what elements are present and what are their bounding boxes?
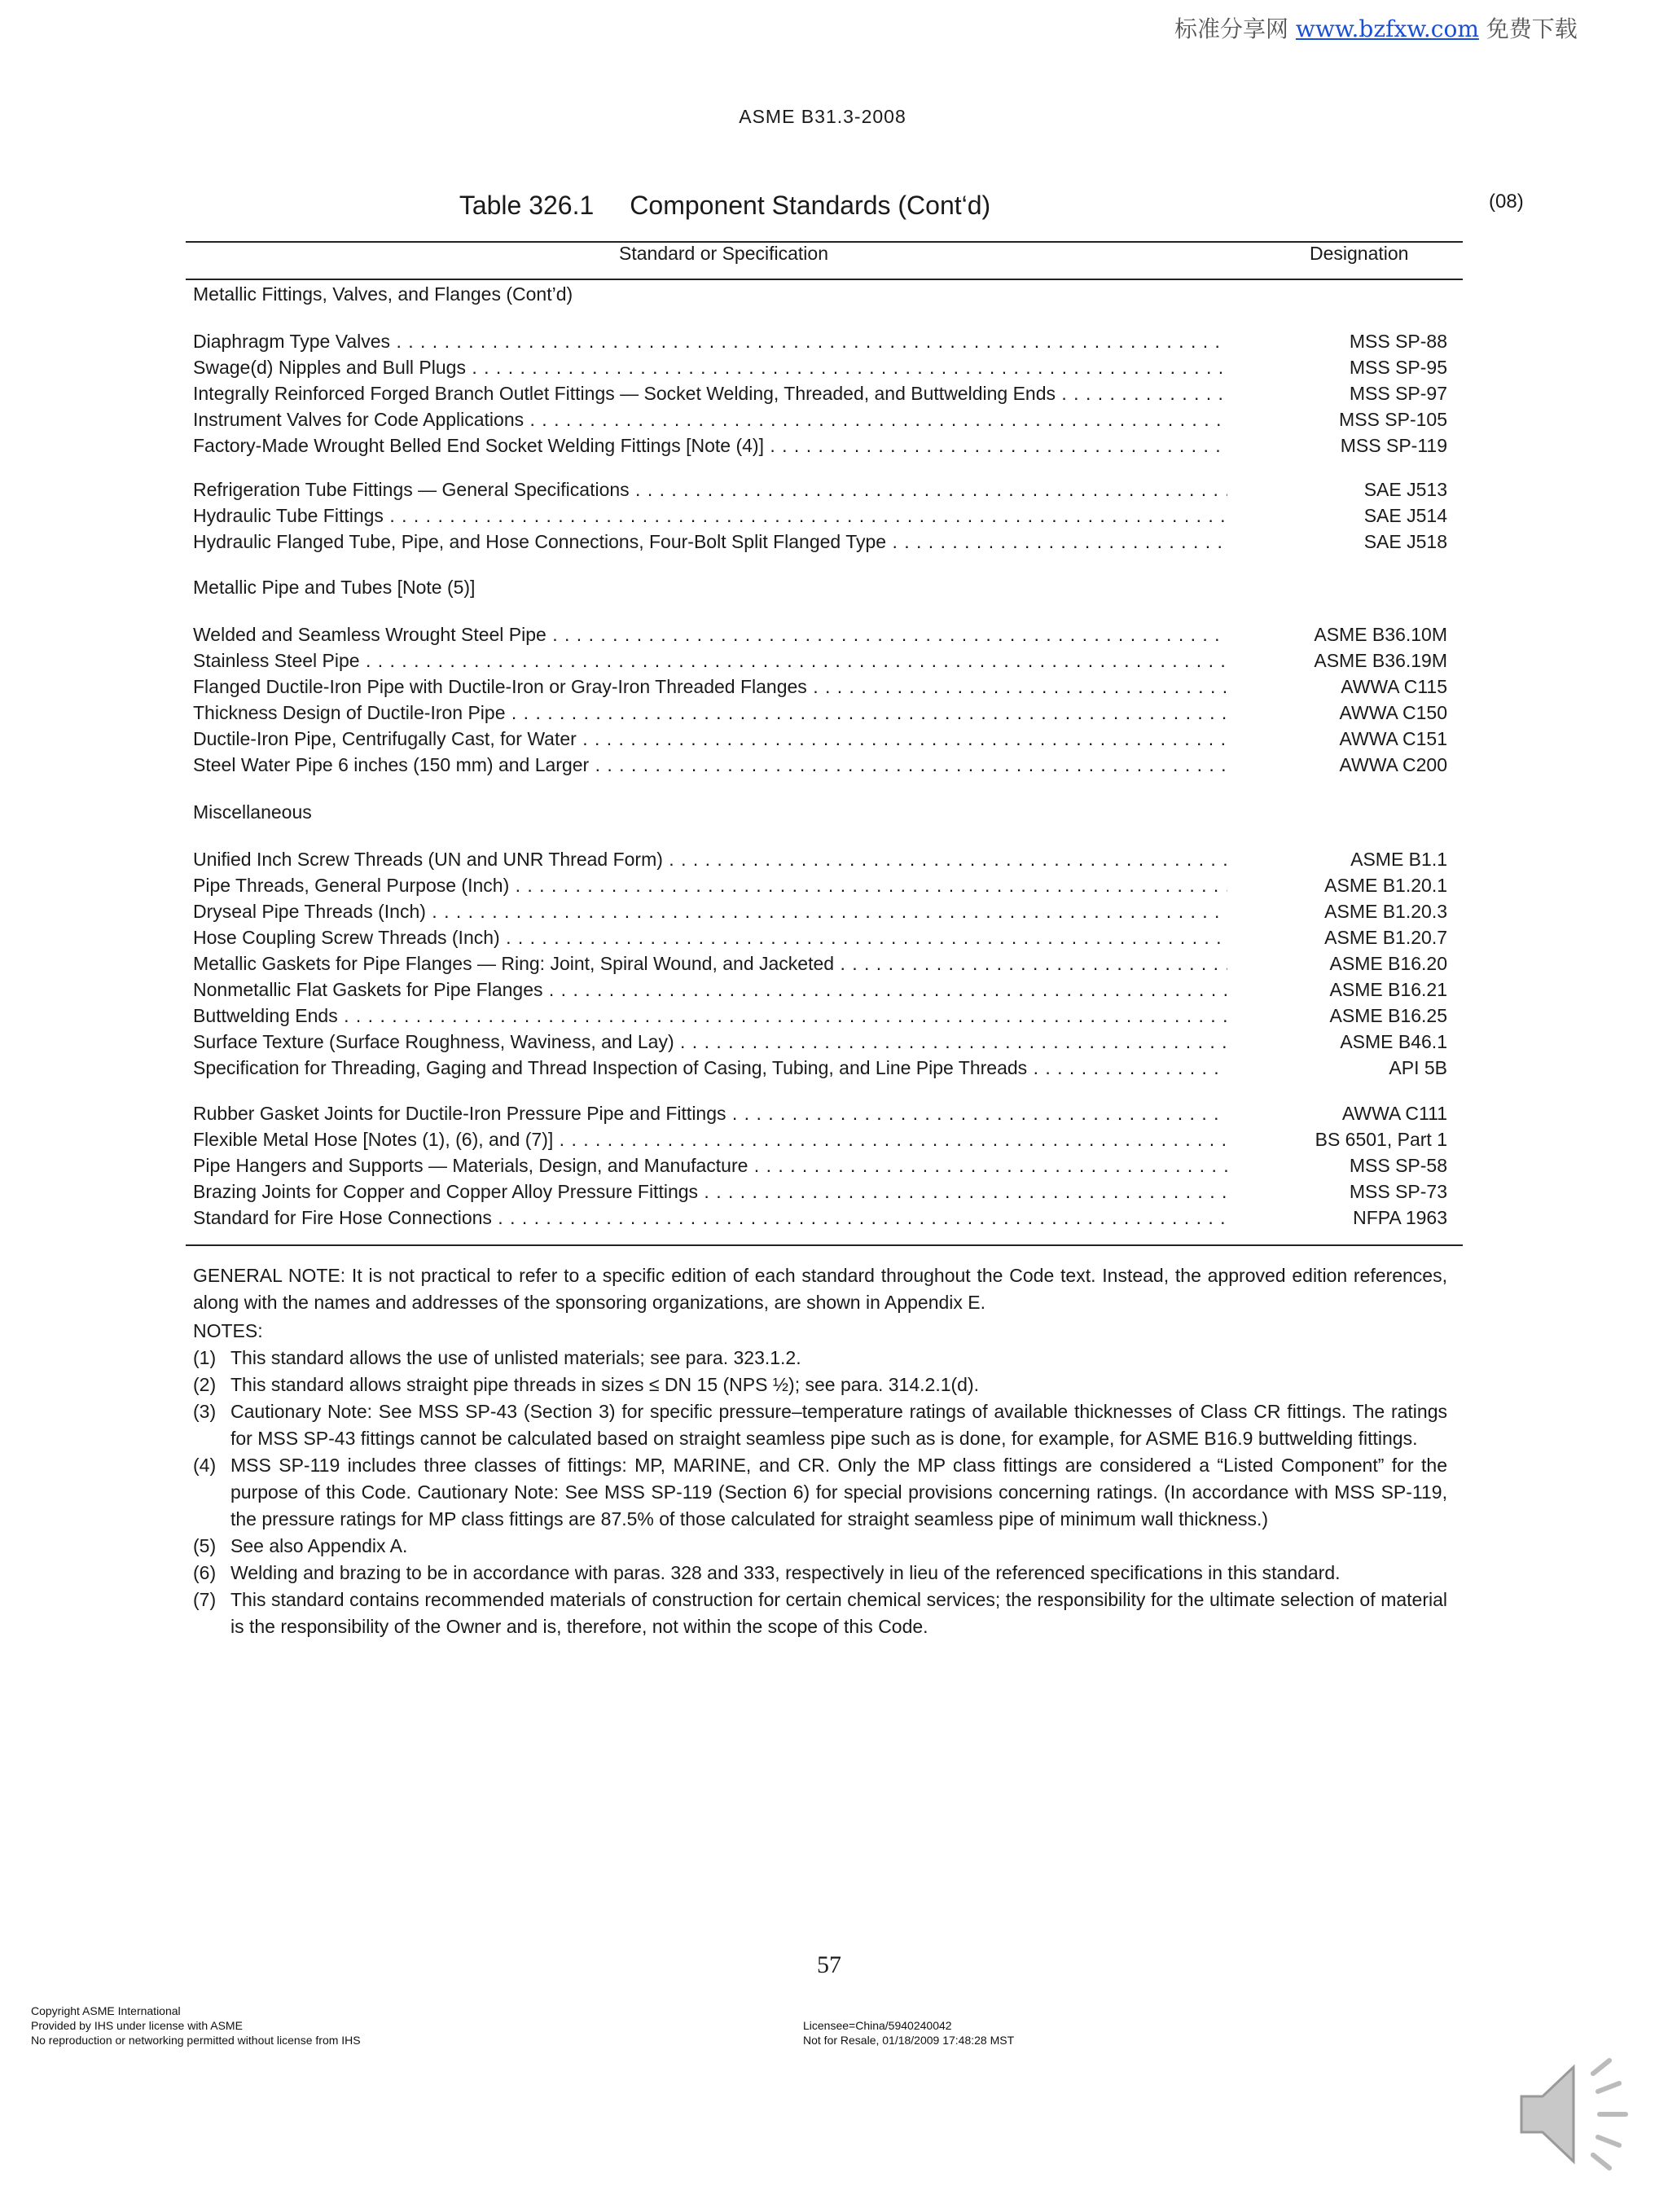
table-row [193,383,1447,409]
standard-name: Pipe Hangers and Supports — Materials, Design, and Manufacture . . . [193,1155,1227,1177]
designation: ASME B1.1 [1350,849,1447,870]
page-number: 57 [817,1951,841,1978]
table-row [193,728,1447,754]
standard-name: Rubber Gasket Joints for Ductile-Iron Pressure Pipe and Fittings . . . [193,1103,1227,1125]
designation: ASME B36.19M [1314,650,1447,671]
watermark-prefix: 标准分享网 [1174,15,1289,42]
note-item [193,1533,1447,1560]
table-row [193,331,1447,357]
table-row [193,1207,1447,1233]
table-row [193,624,1447,650]
designation: NFPA 1963 [1353,1207,1447,1228]
standard-name: Pipe Threads, General Purpose (Inch) . . . [193,875,1227,897]
table-row [193,409,1447,435]
note-number: (3) [193,1401,217,1422]
column-header-standard: Standard or Specification [619,243,828,264]
designation: AWWA C200 [1339,754,1447,775]
note-item [193,1560,1447,1587]
table-row [193,1155,1447,1181]
standard-name: Swage(d) Nipples and Bull Plugs . . . [193,357,1227,379]
designation: MSS SP-95 [1349,357,1447,378]
standard-name: Nonmetallic Flat Gaskets for Pipe Flanges . . . [193,979,1227,1001]
note-item [193,1372,1447,1398]
watermark [1174,11,1578,44]
table-row [193,435,1447,461]
designation: ASME B1.20.3 [1324,901,1447,922]
designation: ASME B1.20.7 [1324,927,1447,948]
standard-name: Steel Water Pipe 6 inches (150 mm) and Larger . . . [193,754,1227,776]
note-text: This standard allows the use of unlisted materials; see para. 323.1.2. [230,1347,801,1368]
standard-name: Refrigeration Tube Fittings — General Specifications . . . [193,479,1227,501]
designation: ASME B16.25 [1329,1005,1447,1026]
table-row [193,849,1447,875]
designation: ASME B46.1 [1340,1031,1447,1052]
table-row [193,505,1447,531]
note-item [193,1345,1447,1372]
standard-name: Flanged Ductile-Iron Pipe with Ductile-Iron or Gray-Iron Threaded Flanges . . . [193,676,1227,698]
column-header-designation: Designation [1310,243,1409,264]
table-row [193,953,1447,979]
document-id: ASME B31.3-2008 [739,106,906,127]
designation: AWWA C111 [1341,1103,1447,1124]
watermark-link[interactable]: www.bzfxw.com [1295,15,1479,42]
note-text: See also Appendix A. [230,1535,408,1556]
standard-name: Brazing Joints for Copper and Copper Alloy Pressure Fittings . . . [193,1181,1227,1203]
standard-name: Dryseal Pipe Threads (Inch) . . . [193,901,1227,923]
table-row [193,702,1447,728]
standard-name: Hose Coupling Screw Threads (Inch) . . . [193,927,1227,949]
section-heading: Metallic Pipe and Tubes [Note (5)] [193,577,476,598]
table-row [193,650,1447,676]
designation: ASME B16.20 [1329,953,1447,974]
standard-name: Flexible Metal Hose [Notes (1), (6), and (7)] . . . [193,1129,1227,1151]
standard-name: Factory-Made Wrought Belled End Socket Welding Fittings [Note (4)] . . . [193,435,1227,457]
designation: ASME B36.10M [1314,624,1447,645]
table-row [193,357,1447,383]
footer-line: No reproduction or networking permitted without license from IHS [31,2034,361,2047]
note-item [193,1587,1447,1640]
table-number: Table 326.1 [459,191,595,220]
standard-name: Ductile-Iron Pipe, Centrifugally Cast, for Water . . . [193,728,1227,750]
table-subtitle: Component Standards (Cont‘d) [630,191,991,220]
standard-name: Hydraulic Tube Fittings . . . [193,505,1227,527]
note-text: This standard allows straight pipe threads in sizes ≤ DN 15 (NPS ½); see para. 314.2.1(d). [230,1374,980,1395]
designation: API 5B [1389,1057,1447,1078]
standard-name: Instrument Valves for Code Applications . . . [193,409,1227,431]
note-number: (1) [193,1347,217,1368]
designation: AWWA C151 [1339,728,1447,749]
note-number: (6) [193,1562,217,1583]
table-bottom-rule [186,1244,1463,1246]
note-number: (2) [193,1374,217,1395]
standard-name: Hydraulic Flanged Tube, Pipe, and Hose Connections, Four-Bolt Split Flanged Type . . . [193,531,1227,553]
footer-line: Licensee=China/5940240042 [803,2019,952,2032]
table-row [193,754,1447,780]
table-notes [193,1262,1447,1640]
section-heading: Metallic Fittings, Valves, and Flanges (Cont’d) [193,283,573,305]
table-row [193,1031,1447,1057]
designation: MSS SP-88 [1349,331,1447,352]
standard-name: Unified Inch Screw Threads (UN and UNR Thread Form) . . . [193,849,1227,871]
watermark-suffix: 免费下载 [1486,15,1578,42]
note-number: (4) [193,1455,217,1476]
table-row [193,927,1447,953]
table-row [193,1005,1447,1031]
designation: AWWA C150 [1339,702,1447,723]
designation: MSS SP-73 [1349,1181,1447,1202]
table-row [193,875,1447,901]
note-text: Cautionary Note: See MSS SP-43 (Section 3) for specific pressure–temperature ratings of available thicknesses of Class CR fittings. The ratings for MSS SP-43 fittings cannot be calculated based on straight seamless pipe such as is done, for example, for ASME B16.9 buttwelding fittings. [230,1401,1447,1449]
note-text: Welding and brazing to be in accordance with paras. 328 and 333, respectively in lieu of the referenced specifications in this standard. [230,1562,1341,1583]
standard-name: Integrally Reinforced Forged Branch Outlet Fittings — Socket Welding, Threaded, and Buttwelding Ends . . . [193,383,1227,405]
footer-line: Provided by IHS under license with ASME [31,2019,243,2032]
note-number: (7) [193,1589,217,1610]
footer-license [803,2018,1014,2047]
designation: AWWA C115 [1341,676,1447,697]
note-item [193,1452,1447,1533]
table-row [193,1181,1447,1207]
revision-mark: (08) [1489,191,1524,213]
note-item [193,1398,1447,1452]
standard-name: Welded and Seamless Wrought Steel Pipe . . . [193,624,1227,646]
standard-name: Specification for Threading, Gaging and Thread Inspection of Casing, Tubing, and Line Pipe Threads . . . [193,1057,1227,1079]
footer-line: Not for Resale, 01/18/2009 17:48:28 MST [803,2034,1015,2047]
table-row [193,676,1447,702]
table-row [193,1057,1447,1083]
designation: MSS SP-58 [1349,1155,1447,1176]
table-row [193,531,1447,557]
header-rule [186,279,1463,280]
speaker-icon-graphic [1513,2049,1635,2179]
speaker-icon[interactable] [1513,2049,1635,2179]
designation: ASME B16.21 [1329,979,1447,1000]
standard-name: Metallic Gaskets for Pipe Flanges — Ring: Joint, Spiral Wound, and Jacketed . . . [193,953,1227,975]
table-row [193,1129,1447,1155]
standard-name: Thickness Design of Ductile-Iron Pipe . . . [193,702,1227,724]
designation: SAE J513 [1363,479,1447,500]
footer-line: Copyright ASME International [31,2004,181,2017]
designation: ASME B1.20.1 [1324,875,1447,896]
table-row [193,979,1447,1005]
designation: MSS SP-119 [1340,435,1447,456]
designation: BS 6501, Part 1 [1315,1129,1447,1150]
table-title [0,191,1450,221]
table-row [193,901,1447,927]
note-text: MSS SP-119 includes three classes of fittings: MP, MARINE, and CR. Only the MP class fittings are considered a “Listed Component” for the purpose of this Code. Cautionary Note: See MSS SP-119 (Section 6) for special provisions concerning ratings. (In accordance with MSS SP-119, the pressure ratings for MP class fittings are 87.5% of those calculated for straight seamless pipe of minimum wall thickness.) [230,1455,1447,1530]
section-heading: Miscellaneous [193,801,312,823]
designation: SAE J514 [1363,505,1447,526]
standard-name: Buttwelding Ends . . . [193,1005,1227,1027]
standard-name: Stainless Steel Pipe . . . [193,650,1227,672]
table-row [193,479,1447,505]
designation: MSS SP-97 [1349,383,1447,404]
notes-label: NOTES: [193,1320,263,1341]
standard-name: Diaphragm Type Valves . . . [193,331,1227,353]
table-row [193,1103,1447,1129]
footer-copyright [31,2004,361,2047]
designation: MSS SP-105 [1339,409,1447,430]
standard-name: Surface Texture (Surface Roughness, Waviness, and Lay) . . . [193,1031,1227,1053]
note-number: (5) [193,1535,217,1556]
designation: SAE J518 [1363,531,1447,552]
note-text: This standard contains recommended materials of construction for certain chemical services; the responsibility for the ultimate selection of material is the responsibility of the Owner and is, therefore, not within the scope of this Code. [230,1589,1447,1637]
standard-name: Standard for Fire Hose Connections . . . [193,1207,1227,1229]
general-note: GENERAL NOTE: It is not practical to refer to a specific edition of each standard throughout the Code text. Instead, the approved edition references, along with the names and addresses of the sponsoring organizations, are shown in Appendix E. [193,1265,1447,1313]
